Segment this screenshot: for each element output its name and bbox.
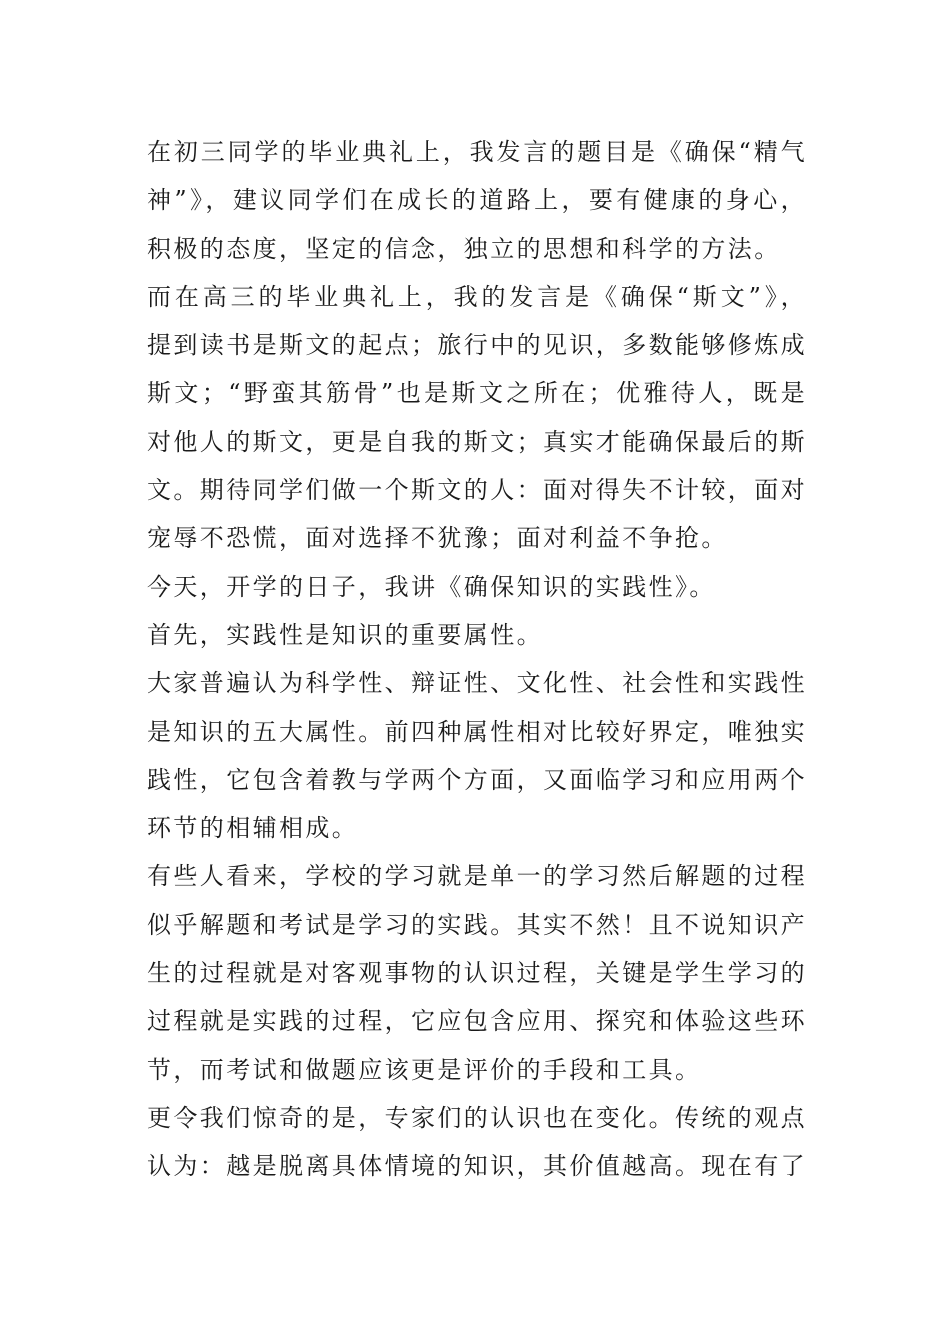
- document-body: [147, 128, 807, 1191]
- text-line: 首先，实践性是知识的重要属性。: [147, 620, 543, 649]
- text-line: 斯文；“野蛮其筋骨”也是斯文之所在；优雅待人，既是: [147, 379, 807, 408]
- text-line: 更令我们惊奇的是，专家们的认识也在变化。传统的观点: [147, 1103, 807, 1132]
- text-line: 生的过程就是对客观事物的认识过程，关键是学生学习的: [147, 959, 807, 988]
- text-line: 节，而考试和做题应该更是评价的手段和工具。: [147, 1055, 702, 1084]
- text-line: 而在高三的毕业典礼上，我的发言是《确保“斯文”》，: [147, 282, 807, 311]
- text-line: 有些人看来，学校的学习就是单一的学习然后解题的过程: [147, 862, 807, 891]
- text-line: 提到读书是斯文的起点；旅行中的见识，多数能够修炼成: [147, 331, 807, 360]
- text-line: 似乎解题和考试是学习的实践。其实不然！且不说知识产: [147, 910, 807, 939]
- text-line: 在初三同学的毕业典礼上，我发言的题目是《确保“精气: [147, 138, 807, 166]
- text-line: 大家普遍认为科学性、辩证性、文化性、社会性和实践性: [147, 669, 807, 698]
- text-line: 今天，开学的日子，我讲《确保知识的实践性》。: [147, 572, 716, 601]
- text-line: 神”》，建议同学们在成长的道路上，要有健康的身心，: [147, 186, 807, 215]
- text-line: 认为：越是脱离具体情境的知识，其价值越高。现在有了: [147, 1152, 807, 1181]
- text-line: 宠辱不恐慌，面对选择不犹豫；面对利益不争抢。: [147, 524, 728, 553]
- text-line: 文。期待同学们做一个斯文的人：面对得失不计较，面对: [147, 476, 807, 505]
- text-line: 是知识的五大属性。前四种属性相对比较好界定，唯独实: [147, 717, 807, 746]
- text-line: 积极的态度，坚定的信念，独立的思想和科学的方法。: [147, 234, 781, 263]
- text-line: 过程就是实践的过程，它应包含应用、探究和体验这些环: [147, 1007, 807, 1036]
- text-line: 践性，它包含着教与学两个方面，又面临学习和应用两个: [147, 765, 807, 794]
- text-line: 环节的相辅相成。: [147, 814, 359, 843]
- text-line: 对他人的斯文，更是自我的斯文；真实才能确保最后的斯: [147, 427, 807, 456]
